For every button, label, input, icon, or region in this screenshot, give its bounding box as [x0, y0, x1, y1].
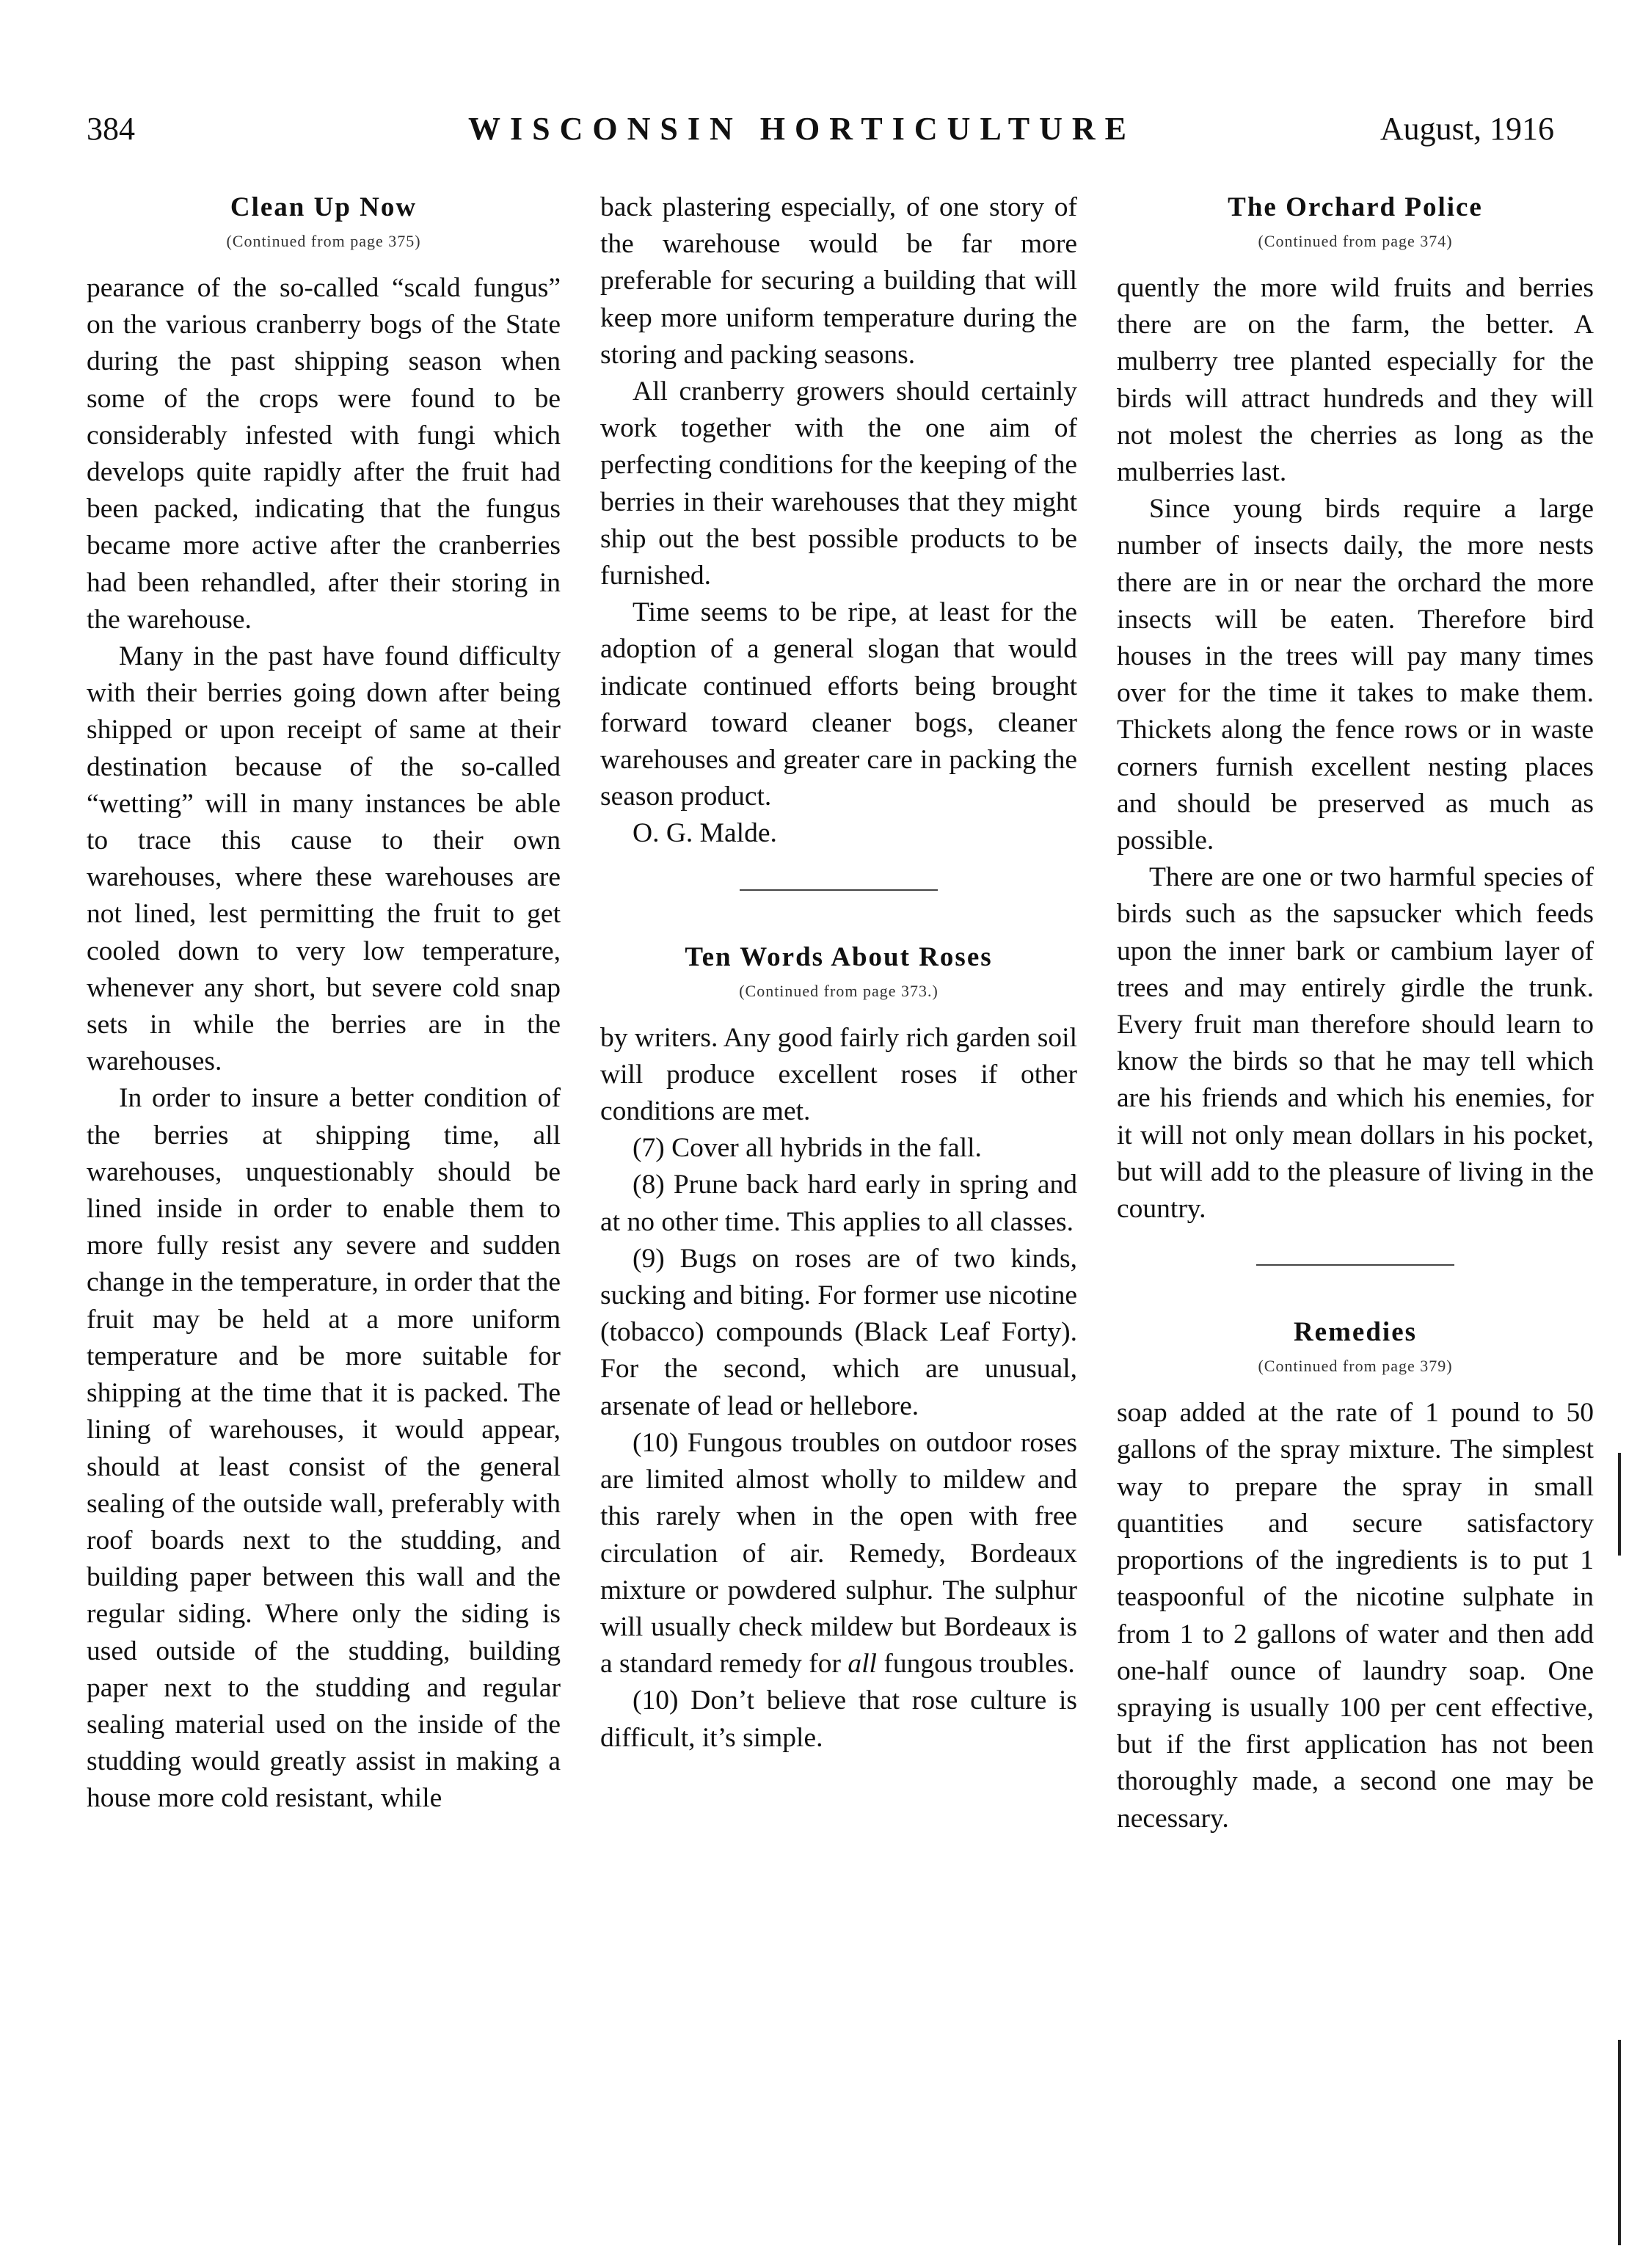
column-right [1117, 189, 1594, 1837]
section-heading-remedies: Remedies [1293, 1317, 1418, 1348]
page-number: 384 [87, 111, 135, 147]
text-run: fungous troubles. [876, 1649, 1075, 1680]
continued-note: (Continued from page 379) [1258, 1357, 1453, 1376]
paragraph: back plastering especially, of one story of the warehouse would be far more preferable for securing a building that will keep more uniform temperature during the storing and packing seasons. [600, 192, 1077, 370]
italic-text: all [848, 1649, 877, 1680]
paragraph: pearance of the so-called “scald fungus” on the various cranberry bogs of the State during the past shipping season when some of the crops were found to be considerably infested with fungi which develops quite rapidly after the fruit had been packed, indicating that the fungus became more active after the cranberries had been rehandled, after their storing in the warehouse. [87, 273, 561, 635]
section-heading-ten-words-about-roses: Ten Words About Roses [685, 941, 993, 972]
journal-title: WISCONSIN HORTICULTURE [468, 111, 1136, 147]
column-middle [600, 189, 1077, 1757]
section-divider [740, 889, 938, 891]
page-header [87, 110, 1554, 154]
issue-date: August, 1916 [1380, 111, 1554, 147]
paragraph: Time seems to be ripe, at least for the adoption of a general slogan that would indicate continued efforts being brought forward toward cleaner bogs, cleaner warehouses and greater care in packing the season product. [600, 597, 1077, 812]
paragraph: quently the more wild fruits and berries there are on the farm, the better. A mulberry tree planted especially for the birds will attract hundreds and they will not molest the cherries as long as the mulberries last. [1117, 273, 1594, 488]
paragraph: (9) Bugs on roses are of two kinds, sucking and biting. For former use nicotine (tobacco) compounds (Black Leaf Forty). For the second, which are unusual, arsenate of lead or hellebore. [600, 1243, 1077, 1421]
section-heading-orchard-police: The Orchard Police [1228, 192, 1483, 222]
continued-note: (Continued from page 373.) [739, 981, 939, 1000]
paragraph: In order to insure a better condition of the berries at shipping time, all warehouses, unquestionably should be lined inside in order to enable them to more fully resist any severe and sudden change in the temperature, in order that the fruit may be held at a more uniform temperature and be more suitable for shipping at the time that it is packed. The lining of warehouses, it would appear, should at least consist of the general sealing of the outside wall, preferably with roof boards next to the studding, and building paper between this wall and the regular siding. Where only the siding is used outside of the studding, building paper next to the studding and regular sealing material used on the inside of the studding would greatly assist in making a house more cold resistant, while [87, 1083, 561, 1814]
paragraph: (8) Prune back hard early in spring and at no other time. This applies to all classes. [600, 1170, 1077, 1237]
scan-edge-mark [1618, 1453, 1621, 1556]
paragraph: Many in the past have found difficulty with their berries going down after being shipped or upon receipt of same at their destination because of the so-called “wetting” will in many instances be able to trace this cause to their own warehouses, where these warehouses are not lined, lest permitting the fruit to get cooled down to very low temperature, whenever any short, but severe cold snap sets in while the berries are in the warehouses. [87, 641, 561, 1077]
continued-note: (Continued from page 375) [226, 232, 421, 250]
paragraph [600, 1425, 1077, 1682]
paragraph: All cranberry growers should certainly work together with the one aim of perfecting conditions for the keeping of the berries in their warehouses that they might ship out the best possible products to be furnished. [600, 376, 1077, 591]
text-run: (10) Fungous troubles on outdoor roses are limited almost wholly to mildew and this rarely when in the open with free circulation of air. Remedy, Bordeaux mixture or powdered sulphur. The sulphur will usually check mildew but Bordeaux is a standard remedy for [600, 1427, 1077, 1680]
column-left [87, 189, 561, 1817]
paragraph: Since young birds require a large number of insects daily, the more nests there are in or near the orchard the more insects will be eaten. Therefore bird houses in the trees will pay many times over for the time it takes to make them. Thickets along the fence rows or in waste corners furnish excellent nesting places and should be preserved as much as possible. [1117, 494, 1594, 856]
scan-edge-mark [1618, 2040, 1621, 2245]
paragraph: There are one or two harmful species of birds such as the sapsucker which feeds upon the inner bark or cambium layer of trees and may entirely girdle the trunk. Every fruit man therefore should learn to know the birds so that he may tell which are his friends and which his enemies, for it will not only mean dollars in his pocket, but will add to the pleasure of living in the country. [1117, 862, 1594, 1225]
paragraph: (7) Cover all hybrids in the fall. [633, 1133, 982, 1164]
author-signature: O. G. Malde. [633, 818, 777, 849]
section-heading-clean-up-now: Clean Up Now [230, 192, 418, 222]
paragraph: by writers. Any good fairly rich garden soil will produce excellent roses if other conditions are met. [600, 1022, 1077, 1127]
continued-note: (Continued from page 374) [1258, 232, 1453, 250]
section-divider [1256, 1264, 1454, 1266]
paragraph: (10) Don’t believe that rose culture is difficult, it’s simple. [600, 1685, 1077, 1753]
paragraph: soap added at the rate of 1 pound to 50 gallons of the spray mixture. The simplest way to prepare the spray in small quantities and secure satisfactory proportions of the ingredients is to put 1 teaspoonful of the nicotine sulphate in from 1 to 2 gallons of water and then add one-half ounce of laundry soap. One spraying is usually 100 per cent effective, but if the first application has not been thoroughly made, a second one may be necessary. [1117, 1398, 1594, 1834]
